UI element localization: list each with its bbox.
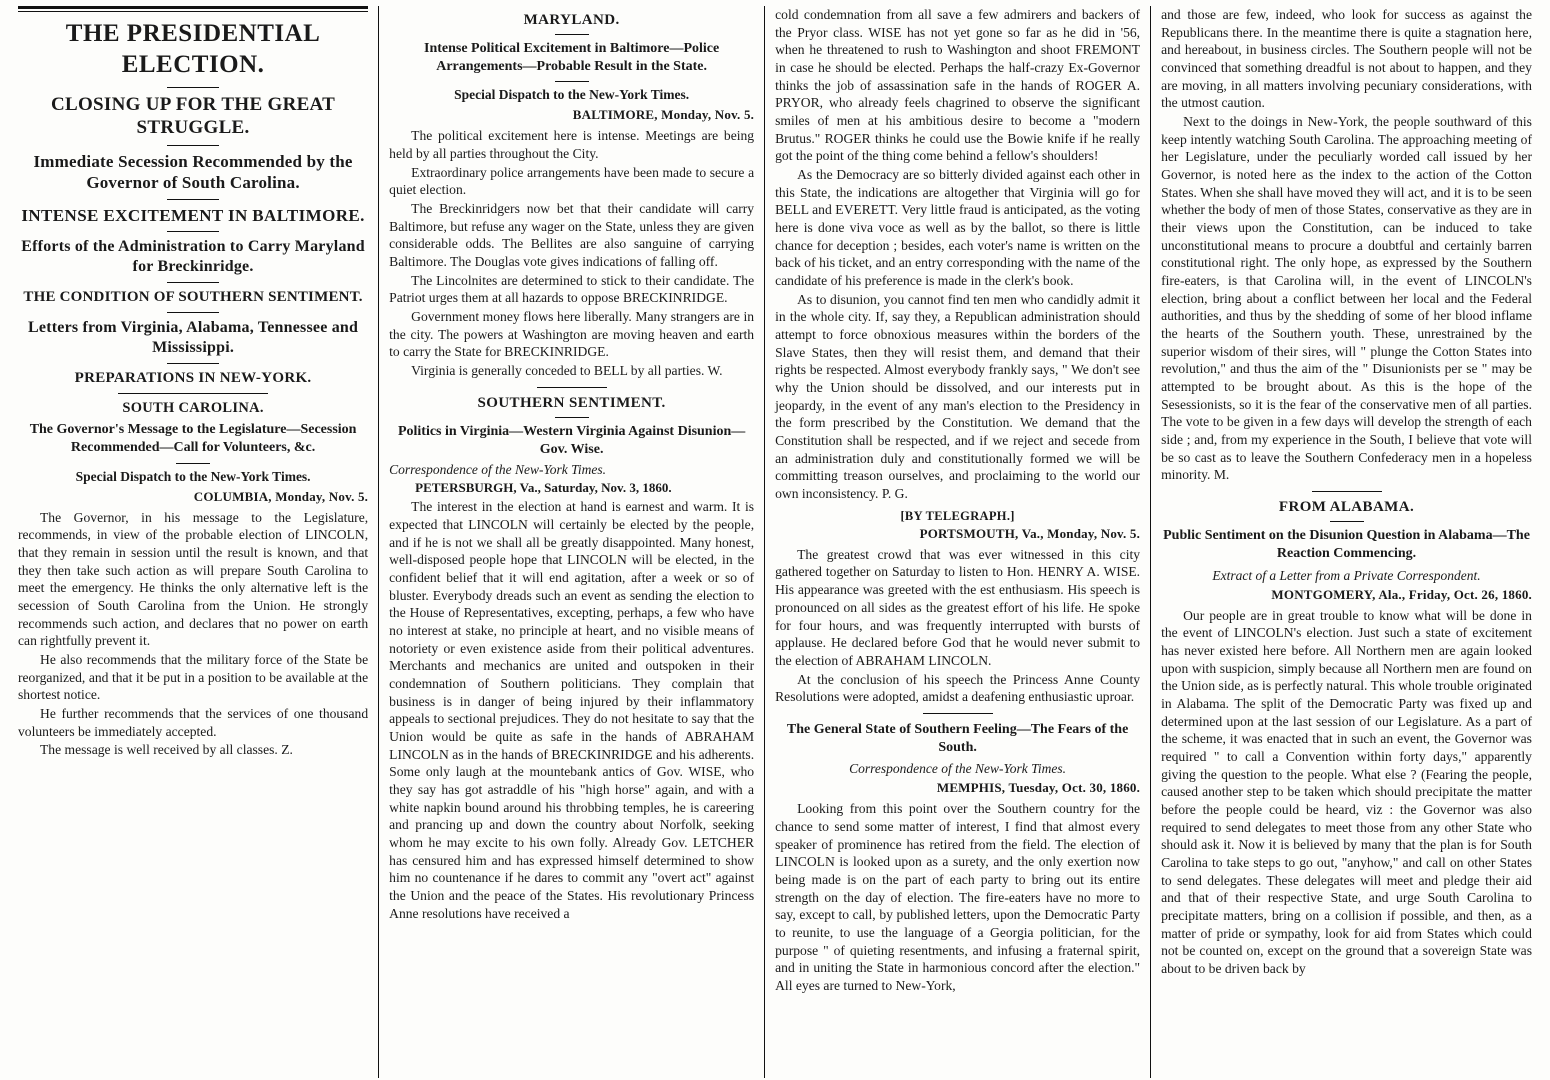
correspondence-credit: Correspondence of the New-York Times.	[389, 462, 607, 478]
paragraph: Looking from this point over the Southern country for the chance to send some matter of interest, I find that almost every speaker of prominence has retired from the field. The election of LINCOLN is looked upon as a surety, and the only exertion now being made is on the part of each party to bring out its entire strength on the day of election. The fire-eaters have no more to say, except to call, by published letters, upon the Democratic Party to reunite, to use the language of a Georgia politician, for the purpose " of quieting resentments, and infusing a fraternal spirit, and in uniting the State in harmonious concord after the election." All eyes are turned to New-York,	[775, 801, 1141, 993]
paragraph: He also recommends that the military force of the State be reorganized, and that it be put in a position to be available at the shortest notice.	[18, 652, 369, 703]
paragraph: At the conclusion of his speech the Princess Anne County Resolutions were adopted, amidst a deafening enthusiastic uproar.	[775, 671, 1141, 705]
divider	[167, 145, 219, 146]
paragraph-continued: cold condemnation from all save a few admirers and backers of the Pryor class. WISE has not yet gone so far as he did in '56, when he threatened to rush to Washington and shoot FREMONT in case he should be elected. Perhaps the half-crazy Ex-Governor thinks the job of assassination safe in the hands of ROGER A. PRYOR, who already feels chagrined to observe the significant smiles of men at his ambitious desire to become a "modern Brutus." ROGER thinks he could use the Bowie knife if he really got the point of the thing come behind a fellow's shoulders!	[775, 7, 1141, 164]
divider	[555, 417, 589, 418]
divider	[176, 463, 210, 464]
paragraph: The Lincolnites are determined to stick to their candidate. The Patriot urges them at all hazards to oppose BRECKINRIDGE.	[389, 272, 755, 306]
divider	[167, 363, 219, 364]
headline-2: CLOSING UP FOR THE GREAT STRUGGLE.	[50, 93, 336, 139]
divider	[923, 713, 993, 714]
section-head-south-carolina: SOUTH CAROLINA.	[122, 400, 264, 417]
divider-wide	[118, 393, 268, 394]
divider	[555, 34, 589, 35]
subhead-alabama-sentiment: Public Sentiment on the Disunion Question in Alabama—The Reaction Commencing.	[1163, 528, 1530, 562]
headline-3: Immediate Secession Recommended by the Governor of South Carolina.	[33, 152, 353, 193]
column-1	[8, 6, 379, 1078]
subhead-governors-message: The Governor's Message to the Legislature—Secession Recommended—Call for Volunteers, &c.	[29, 422, 357, 456]
column-3	[765, 6, 1151, 1078]
divider	[1330, 521, 1364, 522]
paragraph: Our people are in great trouble to know what will be done in the event of LINCOLN's election. Just such a state of excitement has never existed here before. All Northern men are again looked upon with suspicion, simply because all Northern men are found on the Union side, as is perfectly natural. This whole trouble originated in Alabama. The split of the Democratic Party was fixed up and determined upon at the last session of our Legislature. As a part of the scheme, it was enacted that in such an event, the Governor was required " to call a Convention within forty days," apparently giving the question to the people. What else ? (Fearing the people, caused another step to be taken which should precipitate the matter before the people could be heard, viz : the Governor was also required to send delegates to meet those from any other State who should ask it. Now it is believed by many that the plan is for South Carolina to take steps to go out, "anyhow," and call on other States to send delegates. These delegates will meet and pledge their aid and that of their respective State, and urge South Carolina to precipitate matters, bring on a collision if possible, and then, as a matter of pride or sympathy, look for aid from States which could not be counted on, except on the ground that a sovereign State was about to be driven back by	[1161, 607, 1532, 976]
section-head-alabama: FROM ALABAMA.	[1278, 499, 1415, 516]
dateline-portsmouth: PORTSMOUTH, Va., Monday, Nov. 5.	[919, 525, 1141, 541]
divider	[167, 312, 219, 313]
paragraph: As the Democracy are so bitterly divided against each other in this State, the indications are altogether that Virginia will go for BELL and EVERETT. Very little fraud is anticipated, as the voting here is done viva voce as well as by the ballot, so there is little chance for deception ; besides, each voter's name is written on the back of his ticket, and an entry corresponding with the name of the candidate of his preference is made in the clerk's book.	[775, 167, 1141, 289]
column-4	[1151, 6, 1542, 1078]
headline-6: THE CONDITION OF SOUTHERN SENTIMENT.	[23, 288, 363, 305]
paragraph: The political excitement here is intense. Meetings are being held by all parties throughout the City.	[389, 128, 755, 162]
section-head-southern-sentiment: SOUTHERN SENTIMENT.	[477, 394, 666, 411]
paragraph: He further recommends that the services of one thousand volunteers be immediately accepted.	[18, 706, 369, 739]
divider	[1312, 491, 1382, 492]
paragraph: Extraordinary police arrangements have been made to secure a quiet election.	[389, 164, 755, 198]
divider	[537, 387, 607, 388]
headline-8: PREPARATIONS IN NEW-YORK.	[74, 369, 312, 386]
top-rule-thin	[18, 11, 368, 12]
divider	[167, 231, 219, 232]
divider	[555, 81, 589, 82]
paragraph: Government money flows here liberally. Many strangers are in the city. The powers at Washington are moving heaven and earth to carry the State for BRECKINRIDGE.	[389, 309, 755, 360]
paragraph: Next to the doings in New-York, the people southward of this keep intently watching South Carolina. The approaching meeting of her Legislature, under the peculiarly worded call issued by her Governor, is noted here as the index to the action of the Cotton States. When she shall have moved they will act, and it is to be seen whether the body of men of those States, conservative as they are in their views upon the Constitution, can be induced to take unconstitutional means to procure a doubtful and certainly barren constitutional right. The only hope, as expressed by the Southern fire-eaters, is that Carolina will, in the event of LINCOLN's election, bring about a conflict between her local and the Federal authorities, and thus by the shedding of some of her blood inflame the hearts of the Southern youth. These, unrestrained by the superior wisdom of their sires, will " plunge the Cotton States into revolution," and thus the aim of the " Disunionists per se " may be attempted to be brought about. As this is the hope of the Sesessionists, so it is the fear of the conservative men of all parties. The vote to be given in a few days will develop the strength of each side ; and, from my experience in the South, I believe that vote will be so cast as to leave the Southern Confederacy men in a hopeless minority. M.	[1161, 114, 1532, 483]
dateline-baltimore: BALTIMORE, Monday, Nov. 5.	[572, 107, 755, 123]
paragraph: The message is well received by all classes. Z.	[40, 742, 293, 758]
dispatch-credit: Special Dispatch to the New-York Times.	[454, 87, 690, 103]
paragraph: The Breckinridgers now bet that their candidate will carry Baltimore, but refuse any wager on the State, unless they are given considerable odds. The Bellites are also sanguine of carrying Baltimore. The Douglas vote gives indications of falling off.	[389, 201, 755, 270]
paragraph: The Governor, in his message to the Legislature, recommends, in view of the probable election of LINCOLN, that they remain in session until the result is known, and that they then take such action as will prepare South Carolina to meet the emergency. He thinks the only alternative left is the secession of South Carolina from the Union. He strongly recommends such action, and declares that no power on earth can rightfully prevent it.	[18, 509, 369, 649]
telegraph-tag: [BY TELEGRAPH.]	[900, 508, 1015, 523]
column-2	[379, 6, 765, 1078]
subhead-southern-feeling: The General State of Southern Feeling—The Fears of the South.	[786, 721, 1129, 756]
dateline-petersburgh: PETERSBURGH, Va., Saturday, Nov. 3, 1860.	[415, 480, 672, 496]
divider	[167, 87, 219, 88]
column-container	[8, 6, 1542, 1078]
paragraph: The greatest crowd that was ever witnessed in this city gathered together on Saturday to listen to Hon. HENRY A. WISE. His appearance was greeted with the est enthusiasm. His speech is pronounced on all sides as the greatest effort of his life. He spoke for four hours, and was frequently interrupted with bursts of applause. He declared before God that he would never submit to the election of ABRAHAM LINCOLN.	[775, 546, 1141, 668]
headline-7: Letters from Virginia, Alabama, Tennessee and Mississippi.	[28, 318, 359, 356]
paragraph: Virginia is generally conceded to BELL by all parties. W.	[411, 363, 723, 379]
headline-5: Efforts of the Administration to Carry Maryland for Breckinridge.	[21, 237, 365, 275]
divider	[167, 199, 219, 200]
subhead-politics-virginia: Politics in Virginia—Western Virginia Against Disunion—Gov. Wise.	[397, 423, 746, 457]
dateline-memphis: MEMPHIS, Tuesday, Oct. 30, 1860.	[936, 780, 1141, 796]
dispatch-credit: Special Dispatch to the New-York Times.	[75, 468, 311, 484]
section-head-maryland: MARYLAND.	[523, 12, 620, 28]
correspondence-credit: Correspondence of the New-York Times.	[849, 761, 1067, 777]
paragraph-continued: and those are few, indeed, who look for success as against the Republicans there. In the meantime there is quite a stagnation here, and hereabout, in business circles. The Southern people will not be convinced that something dreadful is not about to happen, and they are moving, in all matters involving pecuniary considerations, with the utmost caution.	[1161, 7, 1532, 111]
headline-4: INTENSE EXCITEMENT IN BALTIMORE.	[21, 205, 365, 225]
page-title: THE PRESIDENTIAL ELECTION.	[65, 20, 321, 79]
subhead-baltimore: Intense Political Excitement in Baltimore—Police Arrangements—Probable Result in the State.	[424, 41, 720, 75]
correspondence-credit: Extract of a Letter from a Private Correspondent.	[1212, 567, 1481, 583]
dateline-montgomery: MONTGOMERY, Ala., Friday, Oct. 26, 1860.	[1271, 586, 1532, 602]
paragraph: As to disunion, you cannot find ten men who candidly admit it in the whole city. If, say they, a Republican administration should attempt to force obnoxious measures within the borders of the Slave States, then they will resist them, and demand that their rights be respected. Almost everybody frankly says, " We don't see why the Union should be dissolved, and our interests put in jeopardy, in the event of any man's election to the Presidency in the form prescribed by the Constitution. We demand that the Constitution shall be respected, and if we reject and secede from an administration duly and constitutionally formed we will be committing treason ourselves, and proclaiming to the world our own inconsistency. P. G.	[775, 291, 1141, 502]
dateline-columbia: COLUMBIA, Monday, Nov. 5.	[193, 488, 369, 504]
top-rule	[18, 6, 368, 9]
divider	[167, 282, 219, 283]
paragraph: The interest in the election at hand is earnest and warm. It is expected that LINCOLN will certainly be elected by the people, and if he is not we shall all be greatly disappointed. Many honest, well-disposed people hope that LINCOLN will be elected, in the confident belief that it will end agitation, after a week or so of bluster. Everybody dreads such an event as sending the election to the House of Representatives, excepting, perhaps, a few who have no interest at stake, no principle at heart, and no visible means of notoriety or even existence aside from their political adventures. Merchants and mechanics are united and outspoken in their condemnation of Southern politicians. They complain that business is in danger of being injured by their inflammatory appeals to sectional prejudices. They do not hesitate to say that the Union would be quite as safe in the hands of ABRAHAM LINCOLN as in the hands of BRECKINRIDGE and his adherents. Some only laugh at the mountebank antics of Gov. WISE, who they say has got astraddle of his "high horse" again, and with a white napkin bound around his throbbing temples, he is careering and prancing up and down the country about Norfolk, seeking whom he may excite to his own folly. Already Gov. LETCHER has censured him and has expressed himself determined to show him no countenance if he dares to commit any "overt act" against the Union and the peace of the States. His revolutionary Princess Anne resolutions have received a	[389, 499, 755, 921]
